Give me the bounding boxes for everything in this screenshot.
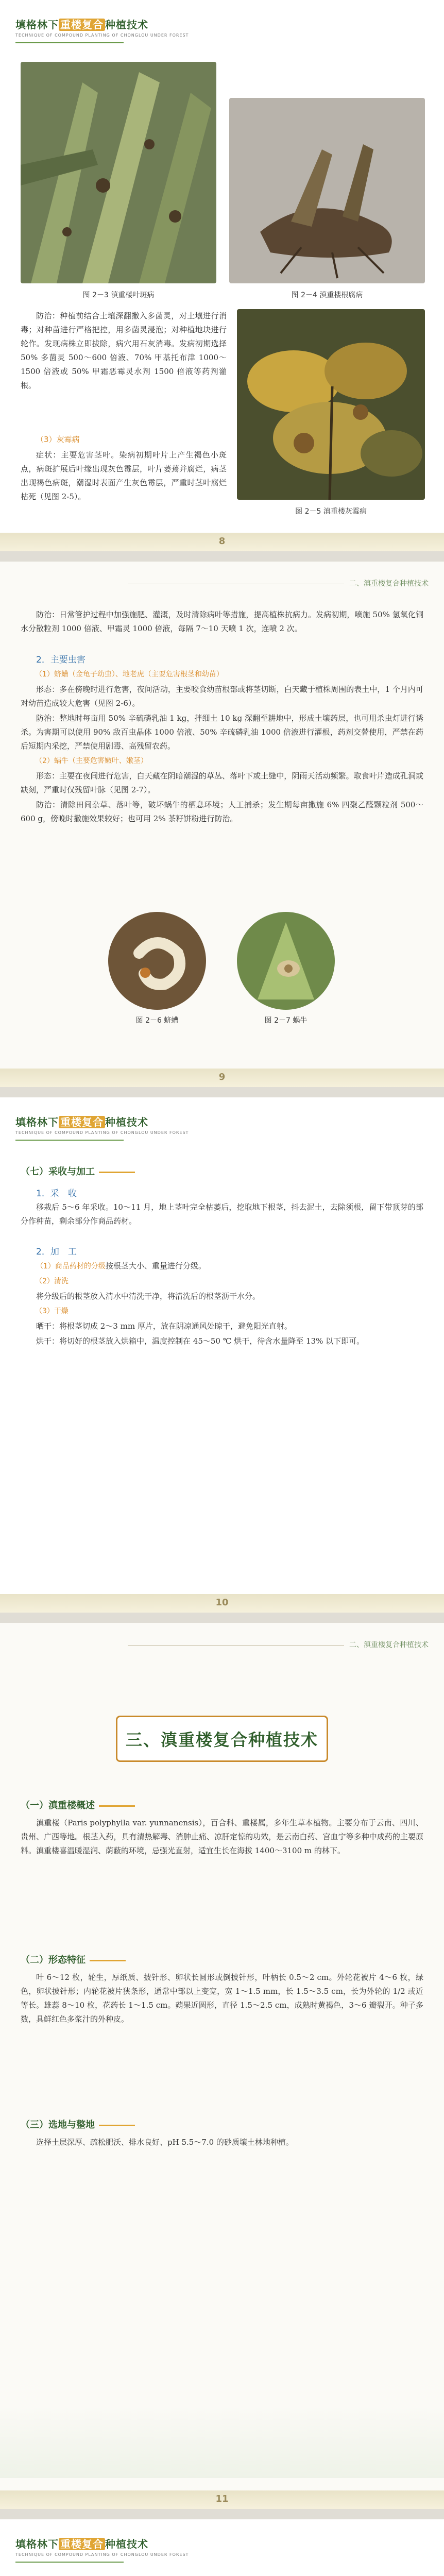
brand-title xyxy=(15,16,189,31)
page11-heading-overview xyxy=(21,1798,135,1811)
photo-grub xyxy=(108,912,206,1010)
brand-title-pre: 填格林下 xyxy=(15,1116,59,1128)
page-9 xyxy=(0,562,444,1087)
photo-grey-mold xyxy=(237,309,425,500)
page8-text-block xyxy=(21,309,227,394)
page11-paragraph-1: 滇重楼（Paris polyphylla var. yunnanensis），百合科、重楼属，多年生草本植物。主要分布于云南、四川、贵州、广西等地。根茎入药，具有清热解毒、消肿止痛、凉肝定惊的功效，是云南白药、宫血宁等多种中成药的主要原料。滇重楼喜温暖湿润、荫蔽的环境，忌强光直射，适宜生长在海拔 1400～3100 m 的林下。 xyxy=(21,1818,423,1855)
page9-paragraph-4: 形态：主要在夜间进行危害，白天藏在阴暗潮湿的草丛、落叶下或土缝中，阴雨天活动频繁。取食叶片造成孔洞或缺刻，严重时仅残留叶脉（见图 2-7）。 xyxy=(21,771,423,794)
brand-header xyxy=(15,1114,189,1135)
brand-title-post: 种植技术 xyxy=(105,19,148,31)
page10-subhead-harvest: 1．采 收 xyxy=(36,1189,77,1199)
page10-text-block-2 xyxy=(21,1259,423,1349)
page-gap xyxy=(0,1087,444,1097)
heading-text: （七）采收与加工 xyxy=(21,1166,95,1177)
heading-bar xyxy=(99,1805,135,1807)
page-gap xyxy=(0,1613,444,1623)
section-title: 三、滇重楼复合种植技术 xyxy=(125,1730,318,1750)
page10-paragraph-2: 按根茎大小、重量进行分级。 xyxy=(105,1261,206,1270)
page11-text-block-3 xyxy=(21,2136,423,2150)
page11-running-header xyxy=(128,1639,429,1650)
page11-text-block xyxy=(21,1816,423,1859)
page-gap xyxy=(0,2509,444,2519)
page10-grading-line xyxy=(21,1259,423,1274)
brand-title-highlight: 重楼复合 xyxy=(59,2538,105,2550)
page9-paragraph-1: 防治：日常管护过程中加强施肥、灌溉，及时清除病叶等措施，提高植株抗病力。发病初期，喷施 50% 氢氧化铜水分散粒剂 1000 倍液、甲霜灵 1000 倍液，每隔 7～10 天喷 1 次，连喷 2 次。 xyxy=(21,610,423,633)
page-number-9: 9 xyxy=(218,1072,226,1082)
page11-bottom-decoration xyxy=(0,2406,444,2478)
page10-paragraph-3: 将分级后的根茎放入清水中清洗干净，将清洗后的根茎沥干水分。 xyxy=(36,1292,261,1301)
page9-text-block xyxy=(21,608,423,637)
page10-text-block xyxy=(21,1200,423,1229)
brand-underline xyxy=(15,1140,124,1141)
page10-note-drying: （3）干燥 xyxy=(35,1307,69,1315)
page9-text-block-2 xyxy=(21,668,423,827)
page8-paragraph-2: 症状：主要危害茎叶。染病初期叶片上产生褐色小斑点，病斑扩展后叶缘出现灰色霉层，叶片萎蔫并腐烂，病茎出现褐色病斑，潮湿时表面产生灰色霉层，严重时茎叶腐烂枯死（见图 2-5）。 xyxy=(21,450,227,501)
page10-paragraph-4: 晒干：将根茎切成 2～3 mm 厚片，放在阴凉通风处晾干，避免阳光直射。 xyxy=(36,1321,292,1331)
brand-underline xyxy=(15,42,124,43)
page-gap xyxy=(0,551,444,562)
page11-paragraph-2: 叶 6～12 枚，轮生，厚纸质、披针形、卵状长圆形或倒披针形，叶柄长 0.5～2 cm。外轮花被片 4～6 枚，绿色，卵状披针形；内轮花被片狭条形，通常中部以上变宽，宽 1～1.5 mm，长 1.5～3.5 cm，长为外轮的 1/2 或近等长。雄蕊 8～10 枚，花药长 1～1.5 cm。蒴果近圆形，直径 1.5～2.5 cm，成熟时黄褐色，3～6 瓣裂开。种子多数，具鲜红色多浆汁的外种皮。 xyxy=(21,1973,423,2024)
brand-title-pre: 填格林下 xyxy=(15,2538,59,2550)
section-title-box xyxy=(116,1716,328,1762)
brand-header xyxy=(15,16,189,38)
page10-paragraph-5: 烘干：将切好的根茎放入烘箱中，温度控制在 45～50 ℃ 烘干，待含水量降至 13% 以下即可。 xyxy=(36,1336,365,1346)
photo-snail xyxy=(237,912,335,1010)
heading-bar xyxy=(99,2125,135,2126)
page9-subhead-pests: 2．主要虫害 xyxy=(36,655,86,665)
brand-title xyxy=(15,1114,189,1129)
caption-fig-2-3: 图 2－3 滇重楼叶斑病 xyxy=(82,291,155,299)
page11-heading-site xyxy=(21,2117,135,2131)
page-number-11: 11 xyxy=(215,2494,229,2504)
page-12 xyxy=(0,2519,444,2576)
page8-subhead-grey-mold: （3）灰霉病 xyxy=(36,435,80,444)
page9-note-grub: （1）蛴螬（金龟子幼虫）、地老虎（主要危害根茎和幼苗） xyxy=(35,670,224,679)
page11-text-block-2 xyxy=(21,1971,423,2027)
heading-bar xyxy=(99,1172,135,1173)
page9-running-header xyxy=(128,578,429,588)
page-11 xyxy=(0,1623,444,2509)
page11-header-text: 二、滇重楼复合种植技术 xyxy=(349,1641,429,1649)
heading-text: （一）滇重楼概述 xyxy=(21,1800,95,1811)
page9-paragraph-2: 形态：多在傍晚时进行危害，夜间活动，主要咬食幼苗根部或将茎切断，白天藏于植株周围的表土中，1 个月内可对幼苗造成较大危害（见图 2-6）。 xyxy=(21,685,423,708)
page9-paragraph-3: 防治：整地时每亩用 50% 辛硫磷乳油 1 kg，拌细土 10 kg 深翻至耕地中，形成土壤药层，也可用杀虫灯进行诱杀。为害期可以使用 90% 敌百虫晶体 1000 倍液、50% 辛硫磷乳油 1000 倍液进行灌根，药剂交替使用，严禁在药后短期内采挖，严禁使用剧毒、高残留农药。 xyxy=(21,714,423,751)
brand-title xyxy=(15,2536,189,2551)
heading-bar xyxy=(90,1960,126,1961)
page8-paragraph-1: 防治：种植前结合土壤深翻撒入多菌灵，对土壤进行消毒；对种苗进行严格把控，用多菌灵浸泡；对种植地块进行轮作。发现病株立即拔除，病穴用石灰消毒。发病初期选择 50% 多菌灵 500～600 倍液、70% 甲基托布津 1000～1500 倍液或 50% 甲霜恶霉灵水剂 1500 倍液等药剂灌根。 xyxy=(21,311,227,390)
page9-note-snail: （2）蜗牛（主要危害嫩叶、嫩茎） xyxy=(35,757,148,765)
page10-subhead-processing: 2．加 工 xyxy=(36,1247,77,1257)
brand-subtitle: TECHNIQUE OF COMPOUND PLANTING OF CHONGLOU UNDER FOREST xyxy=(15,33,189,38)
heading-text: （二）形态特征 xyxy=(21,1955,86,1965)
page9-header-text: 二、滇重楼复合种植技术 xyxy=(349,580,429,588)
page-number-8: 8 xyxy=(218,536,226,547)
brand-underline xyxy=(15,2562,124,2563)
page10-heading-harvest xyxy=(21,1164,135,1178)
brand-title-post: 种植技术 xyxy=(105,2538,148,2550)
brand-subtitle: TECHNIQUE OF COMPOUND PLANTING OF CHONGLOU UNDER FOREST xyxy=(15,1130,189,1135)
caption-fig-2-4: 图 2－4 滇重楼根腐病 xyxy=(291,291,363,299)
page-10 xyxy=(0,1097,444,1613)
page10-note-cleaning: （2）清洗 xyxy=(35,1277,69,1285)
photo-leaf-spot xyxy=(21,62,216,283)
page11-heading-morphology xyxy=(21,1953,126,1966)
brand-title-post: 种植技术 xyxy=(105,1116,148,1128)
caption-fig-2-6: 图 2－6 蛴螬 xyxy=(135,1016,179,1025)
page9-paragraph-5: 防治：清除田间杂草、落叶等，破坏蜗牛的栖息环境；人工捕杀；发生期每亩撒施 6% 四聚乙醛颗粒剂 500～600 g，傍晚时撒施效果较好；也可用 2% 茶籽饼粉进行防治。 xyxy=(21,800,423,823)
page10-paragraph-1: 移栽后 5～6 年采收。10～11 月，地上茎叶完全枯萎后，挖取地下根茎，抖去泥土，去除须根，留下带顶芽的部分作种苗，剩余部分作商品药材。 xyxy=(21,1202,423,1226)
caption-fig-2-5: 图 2－5 滇重楼灰霉病 xyxy=(295,507,367,516)
page-8 xyxy=(0,0,444,551)
page11-paragraph-3: 选择土层深厚、疏松肥沃、排水良好、pH 5.5～7.0 的砂质壤土林地种植。 xyxy=(36,2138,294,2147)
photo-root-rot xyxy=(229,98,425,283)
page8-text-block-2 xyxy=(21,448,227,505)
heading-text: （三）选地与整地 xyxy=(21,2120,95,2130)
header-rule xyxy=(128,1645,344,1646)
page10-note-grading: （1）商品药材的分级 xyxy=(36,1262,106,1270)
brand-header xyxy=(15,2536,189,2557)
brand-title-pre: 填格林下 xyxy=(15,19,59,31)
brand-title-highlight: 重楼复合 xyxy=(59,19,105,31)
brand-title-highlight: 重楼复合 xyxy=(59,1116,105,1128)
page-number-10: 10 xyxy=(215,1597,229,1608)
caption-fig-2-7: 图 2－7 蜗牛 xyxy=(264,1016,308,1025)
brand-subtitle: TECHNIQUE OF COMPOUND PLANTING OF CHONGLOU UNDER FOREST xyxy=(15,2552,189,2557)
